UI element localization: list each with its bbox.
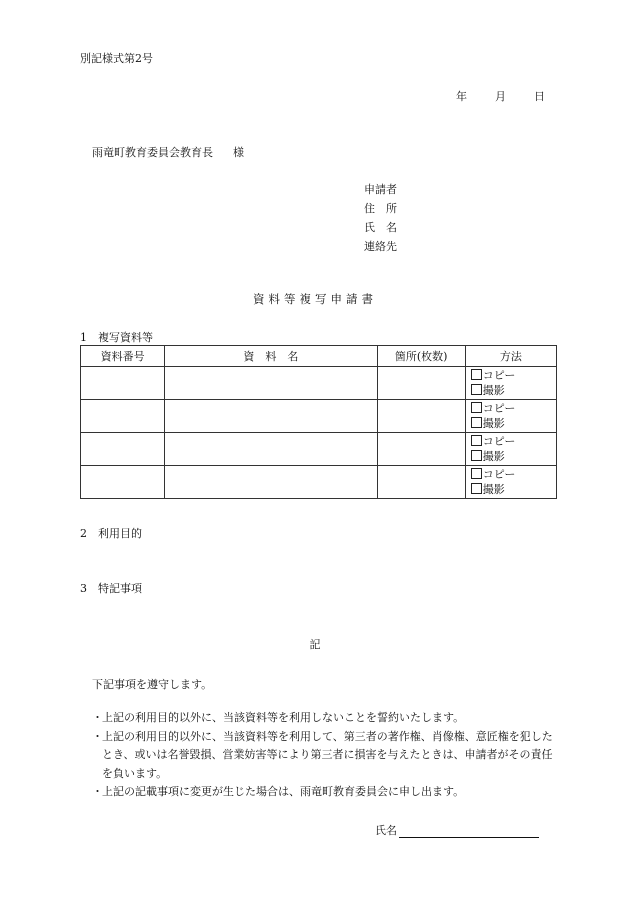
bullet-mark: ・ bbox=[92, 711, 103, 724]
list-item bbox=[92, 783, 562, 802]
checkbox-icon[interactable] bbox=[471, 450, 482, 461]
cell-pages[interactable] bbox=[377, 367, 465, 400]
list-item bbox=[92, 709, 562, 728]
materials-table bbox=[80, 345, 557, 499]
cell-pages[interactable] bbox=[377, 400, 465, 433]
method-copy-label: コピー bbox=[482, 402, 516, 415]
applicant-address-label: 住 所 bbox=[364, 202, 397, 215]
cell-method bbox=[465, 466, 556, 499]
pledge-text: 上記の記載事項に変更が生じた場合は、雨竜町教育委員会に申し出ます。 bbox=[102, 785, 465, 798]
applicant-label: 申請者 bbox=[364, 183, 397, 196]
cell-pages[interactable] bbox=[377, 466, 465, 499]
cell-method bbox=[465, 367, 556, 400]
section3-heading: 3 特記事項 bbox=[80, 582, 142, 595]
method-option-copy[interactable] bbox=[471, 368, 556, 383]
document-title: 資料等複写申請書 bbox=[253, 292, 377, 306]
date-line bbox=[456, 88, 545, 104]
addressee-honorific: 様 bbox=[233, 146, 244, 159]
section2-heading: 2 利用目的 bbox=[80, 527, 142, 540]
applicant-contact-label: 連絡先 bbox=[364, 240, 397, 253]
applicant-block bbox=[364, 180, 397, 256]
checkbox-icon[interactable] bbox=[471, 483, 482, 494]
table-row bbox=[81, 433, 557, 466]
table-row bbox=[81, 466, 557, 499]
header-material-number: 資料番号 bbox=[81, 346, 165, 367]
cell-material-number[interactable] bbox=[81, 400, 165, 433]
bullet-mark: ・ bbox=[92, 785, 103, 798]
cell-method bbox=[465, 433, 556, 466]
method-option-photo[interactable] bbox=[471, 383, 556, 398]
table-row bbox=[81, 367, 557, 400]
method-option-copy[interactable] bbox=[471, 401, 556, 416]
form-id: 別記様式第2号 bbox=[80, 52, 153, 65]
cell-material-title[interactable] bbox=[165, 400, 377, 433]
checkbox-icon[interactable] bbox=[471, 435, 482, 446]
method-copy-label: コピー bbox=[482, 369, 516, 382]
signature-field[interactable] bbox=[399, 825, 539, 838]
date-year: 年 bbox=[456, 90, 467, 103]
ki-heading: 記 bbox=[309, 638, 321, 651]
addressee bbox=[92, 144, 244, 160]
cell-material-number[interactable] bbox=[81, 367, 165, 400]
pledge-text: 上記の利用目的以外に、当該資料等を利用しないことを誓約いたします。 bbox=[102, 711, 465, 724]
addressee-name: 雨竜町教育委員会教育長 bbox=[92, 146, 213, 159]
method-photo-label: 撮影 bbox=[482, 450, 505, 463]
cell-material-number[interactable] bbox=[81, 466, 165, 499]
date-month: 月 bbox=[495, 90, 506, 103]
method-option-copy[interactable] bbox=[471, 434, 556, 449]
list-item bbox=[92, 728, 562, 784]
method-photo-label: 撮影 bbox=[482, 417, 505, 430]
cell-material-title[interactable] bbox=[165, 367, 377, 400]
method-photo-label: 撮影 bbox=[482, 483, 505, 496]
method-option-copy[interactable] bbox=[471, 467, 556, 482]
bullet-mark: ・ bbox=[92, 729, 103, 743]
comply-statement: 下記事項を遵守します。 bbox=[92, 678, 213, 691]
method-copy-label: コピー bbox=[482, 435, 516, 448]
checkbox-icon[interactable] bbox=[471, 384, 482, 395]
cell-pages[interactable] bbox=[377, 433, 465, 466]
method-option-photo[interactable] bbox=[471, 482, 556, 497]
method-photo-label: 撮影 bbox=[482, 384, 505, 397]
cell-material-title[interactable] bbox=[165, 466, 377, 499]
pledge-list bbox=[92, 709, 562, 802]
header-material-title: 資 料 名 bbox=[165, 346, 377, 367]
table-header-row bbox=[81, 346, 557, 367]
header-pages: 箇所(枚数) bbox=[377, 346, 465, 367]
table-row bbox=[81, 400, 557, 433]
method-option-photo[interactable] bbox=[471, 449, 556, 464]
method-copy-label: コピー bbox=[482, 468, 516, 481]
checkbox-icon[interactable] bbox=[471, 417, 482, 428]
date-day: 日 bbox=[534, 90, 545, 103]
pledge-text: 上記の利用目的以外に、当該資料等を利用して、第三者の著作権、肖像権、意匠権を犯したとき、或いは名誉毀損、営業妨害等により第三者に損害を与えたときは、申請者がその責任を負います。 bbox=[102, 729, 553, 780]
signature-line bbox=[375, 822, 539, 838]
cell-material-number[interactable] bbox=[81, 433, 165, 466]
applicant-name-label: 氏 名 bbox=[364, 221, 397, 234]
header-method: 方法 bbox=[465, 346, 556, 367]
cell-material-title[interactable] bbox=[165, 433, 377, 466]
signature-label: 氏名 bbox=[375, 824, 397, 837]
method-option-photo[interactable] bbox=[471, 416, 556, 431]
checkbox-icon[interactable] bbox=[471, 369, 482, 380]
checkbox-icon[interactable] bbox=[471, 468, 482, 479]
cell-method bbox=[465, 400, 556, 433]
checkbox-icon[interactable] bbox=[471, 402, 482, 413]
section1-heading: 1 複写資料等 bbox=[80, 331, 153, 344]
